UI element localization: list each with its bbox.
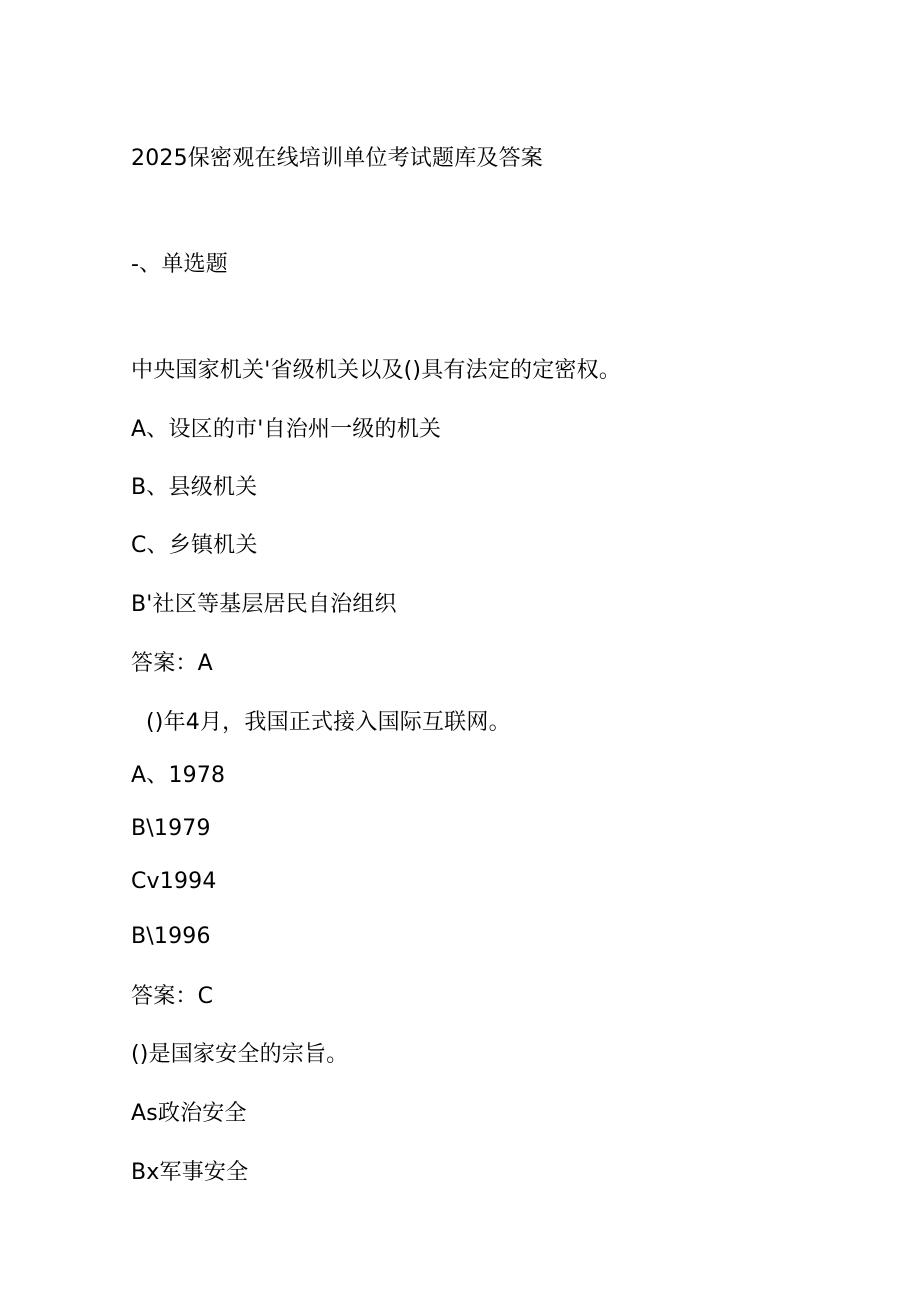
- question-2-option-1: A、1978: [131, 763, 226, 788]
- question-1-option-1: A、设区的市'自治州一级的机关: [131, 417, 442, 442]
- question-3-text: ()是国家安全的宗旨。: [131, 1042, 349, 1067]
- question-3-option-1: As政治安全: [131, 1101, 247, 1126]
- question-1-option-3: C、乡镇机关: [131, 533, 258, 558]
- question-2-option-2: B\1979: [131, 816, 211, 841]
- document-title: 2025保密观在线培训单位考试题库及答案: [131, 146, 543, 171]
- question-1-answer: 答案：A: [131, 651, 213, 676]
- question-2-option-4: B\1996: [131, 924, 211, 949]
- question-1-option-2: B、县级机关: [131, 475, 258, 500]
- section-heading: -、单选题: [131, 252, 228, 277]
- question-1-text: 中央国家机关'省级机关以及()具有法定的定密权。: [131, 358, 622, 383]
- question-3-option-2: Bx军事安全: [131, 1160, 249, 1185]
- question-2-answer: 答案：C: [131, 984, 214, 1009]
- question-2-text: ()年4月，我国正式接入国际互联网。: [146, 710, 511, 735]
- question-2-option-3: Cv1994: [131, 869, 217, 894]
- question-1-option-4: B'社区等基层居民自治组织: [131, 592, 397, 617]
